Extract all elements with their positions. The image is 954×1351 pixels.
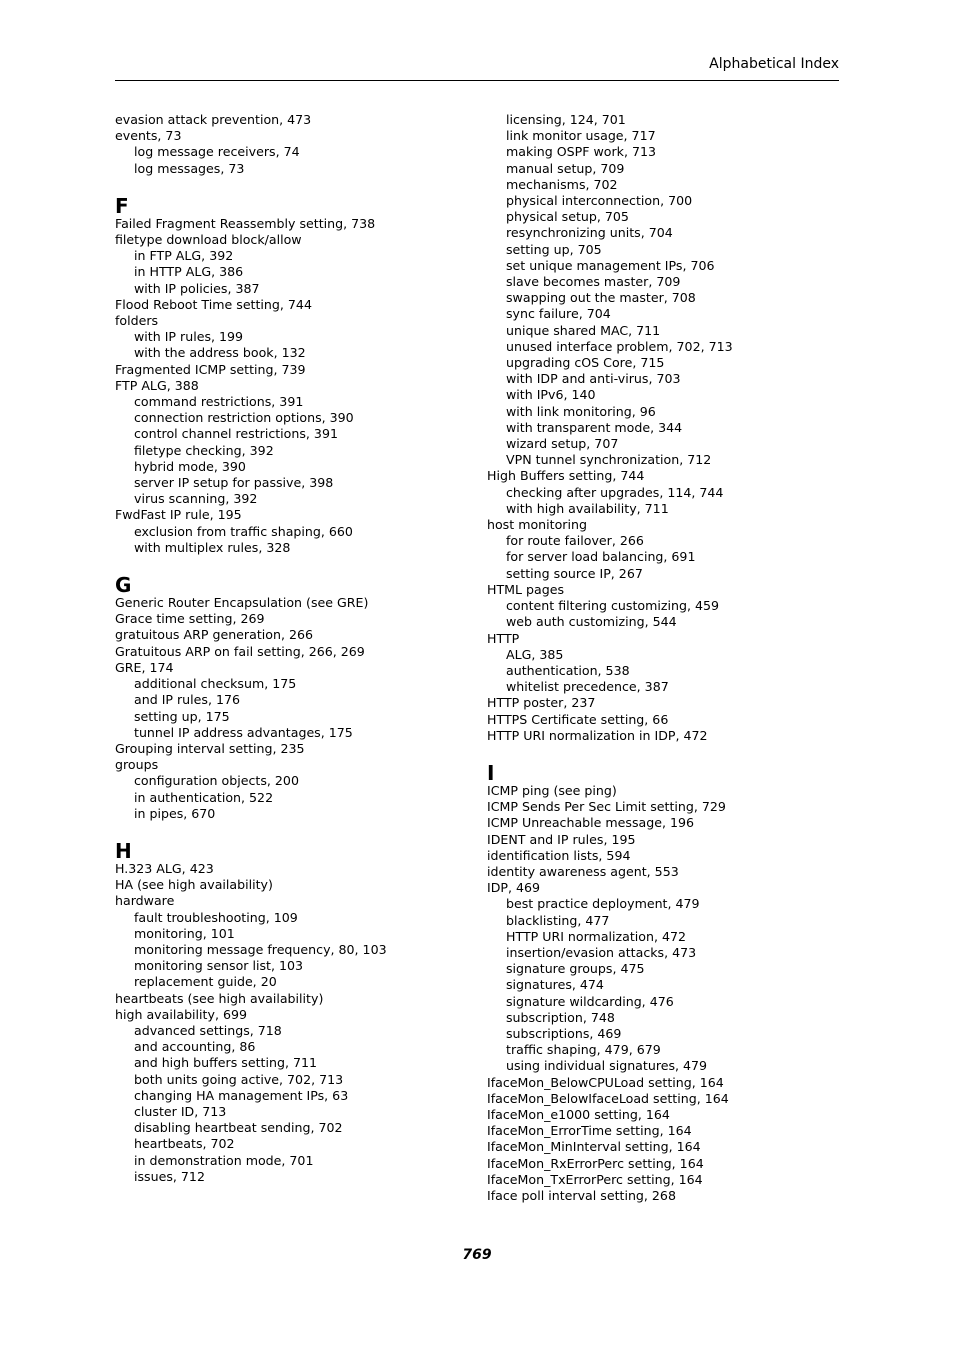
index-entry: ICMP Unreachable message, 196	[487, 815, 695, 831]
index-subentry: advanced settings, 718	[134, 1022, 282, 1038]
index-subentry: licensing, 124, 701	[506, 112, 626, 127]
index-subentry: virus scanning, 392	[134, 491, 258, 507]
index-subentry: sync failure, 704	[506, 306, 611, 322]
index-entry: gratuitous ARP generation, 266	[115, 627, 313, 643]
index-subentry: additional checksum, 175	[134, 676, 297, 692]
index-subentry: log messages, 73	[134, 160, 245, 176]
index-subentry: making OSPF work, 713	[506, 144, 657, 160]
index-subentry: with link monitoring, 96	[506, 403, 656, 419]
index-entry: evasion attack prevention, 473	[115, 112, 312, 127]
index-subentry: with high availability, 711	[506, 500, 669, 516]
index-subentry: command restrictions, 391	[134, 394, 304, 410]
index-subentry: for route failover, 266	[506, 533, 644, 549]
index-subentry: traffic shaping, 479, 679	[506, 1042, 661, 1058]
index-subentry: exclusion from traffic shaping, 660	[134, 523, 353, 539]
index-entry: folders	[115, 313, 159, 329]
index-section	[115, 194, 475, 556]
index-subentry: unused interface problem, 702, 713	[506, 338, 733, 354]
index-subentry: and IP rules, 176	[134, 692, 241, 708]
index-subentry: unique shared MAC, 711	[506, 322, 661, 338]
index-subentry: upgrading cOS Core, 715	[506, 355, 665, 371]
index-subentry: with IP policies, 387	[134, 280, 260, 296]
index-entry: IDP, 469	[487, 880, 541, 896]
index-subentry: filetype checking, 392	[134, 442, 274, 458]
index-entry: IDENT and IP rules, 195	[487, 831, 636, 847]
index-subentry: set unique management IPs, 706	[506, 257, 715, 273]
index-column-right	[487, 112, 839, 1204]
index-subentry: authentication, 538	[506, 662, 630, 678]
index-subentry: in FTP ALG, 392	[134, 248, 234, 264]
index-subentry: configuration objects, 200	[134, 773, 299, 789]
index-entry: IfaceMon_BelowIfaceLoad setting, 164	[487, 1090, 729, 1106]
index-subentry: cluster ID, 713	[134, 1103, 227, 1119]
index-subentry: ALG, 385	[506, 646, 564, 662]
index-entry: Grouping interval setting, 235	[115, 740, 305, 756]
index-entry: IfaceMon_e1000 setting, 164	[487, 1106, 670, 1122]
page-number: 769	[462, 1247, 492, 1263]
index-subentry: VPN tunnel synchronization, 712	[506, 452, 712, 468]
index-section	[115, 573, 475, 822]
index-subentry: best practice deployment, 479	[506, 896, 700, 912]
index-subentry: whitelist precedence, 387	[506, 679, 669, 695]
index-subentry: web auth customizing, 544	[506, 614, 677, 630]
header-title: Alphabetical Index	[709, 56, 839, 72]
index-section	[115, 112, 475, 177]
index-subentry: physical setup, 705	[506, 209, 629, 225]
index-entry: Grace time setting, 269	[115, 611, 265, 627]
index-subentry: heartbeats, 702	[134, 1136, 235, 1152]
index-subentry: manual setup, 709	[506, 160, 625, 176]
index-subentry: server IP setup for passive, 398	[134, 475, 334, 491]
index-subentry: insertion/evasion attacks, 473	[506, 944, 697, 960]
index-subentry: subscription, 748	[506, 1009, 615, 1025]
index-entry: H.323 ALG, 423	[115, 860, 214, 876]
index-subentry: checking after upgrades, 114, 744	[506, 484, 724, 500]
index-entry: HA (see high availability)	[115, 877, 273, 893]
index-entry: HTTP	[487, 630, 520, 646]
index-entry: Fragmented ICMP setting, 739	[115, 361, 306, 377]
index-entry: events, 73	[115, 128, 182, 144]
index-entry: ICMP ping (see ping)	[487, 782, 617, 798]
index-subentry: control channel restrictions, 391	[134, 426, 338, 442]
index-entry: host monitoring	[487, 517, 587, 533]
index-subentry: with the address book, 132	[134, 345, 306, 361]
index-entry: IfaceMon_BelowCPULoad setting, 164	[487, 1074, 724, 1090]
index-entry: HTTPS Certificate setting, 66	[487, 711, 669, 727]
index-entry: IfaceMon_MinInterval setting, 164	[487, 1139, 701, 1155]
index-subentry: with IDP and anti-virus, 703	[506, 371, 681, 387]
index-subentry: connection restriction options, 390	[134, 410, 354, 426]
index-subentry: monitoring sensor list, 103	[134, 958, 304, 974]
index-subentry: using individual signatures, 479	[506, 1058, 708, 1074]
index-entry: Generic Router Encapsulation (see GRE)	[115, 595, 369, 611]
index-subentry: setting up, 175	[134, 708, 230, 724]
section-letter-heading: I	[487, 760, 495, 785]
index-subentry: signature groups, 475	[506, 961, 645, 977]
index-entry: hardware	[115, 893, 175, 909]
section-letter-heading: G	[115, 573, 132, 598]
index-entry: HTTP URI normalization in IDP, 472	[487, 727, 708, 743]
index-subentry: in pipes, 670	[134, 805, 216, 821]
index-entry: heartbeats (see high availability)	[115, 990, 324, 1006]
index-subentry: subscriptions, 469	[506, 1025, 622, 1041]
index-subentry: monitoring message frequency, 80, 103	[134, 941, 387, 957]
index-subentry: fault troubleshooting, 109	[134, 909, 298, 925]
index-section	[115, 839, 475, 1185]
index-subentry: swapping out the master, 708	[506, 290, 696, 306]
index-subentry: physical interconnection, 700	[506, 193, 693, 209]
index-subentry: replacement guide, 20	[134, 974, 277, 990]
index-entry: HTTP poster, 237	[487, 695, 596, 711]
index-subentry: with transparent mode, 344	[506, 419, 683, 435]
index-entry: High Buffers setting, 744	[487, 468, 645, 484]
index-subentry: in HTTP ALG, 386	[134, 264, 244, 280]
index-entry: filetype download block/allow	[115, 232, 302, 248]
index-entry: HTML pages	[487, 581, 565, 597]
index-subentry: both units going active, 702, 713	[134, 1071, 344, 1087]
index-entry: groups	[115, 757, 159, 773]
header-rule	[115, 80, 839, 81]
index-section	[487, 112, 839, 744]
index-subentry: setting up, 705	[506, 241, 602, 257]
index-column-left	[115, 112, 475, 1185]
index-subentry: wizard setup, 707	[506, 436, 619, 452]
index-subentry: in demonstration mode, 701	[134, 1152, 314, 1168]
index-subentry: tunnel IP address advantages, 175	[134, 724, 353, 740]
index-subentry: resynchronizing units, 704	[506, 225, 673, 241]
index-subentry: with IP rules, 199	[134, 329, 244, 345]
index-subentry: hybrid mode, 390	[134, 458, 246, 474]
index-entry: IfaceMon_ErrorTime setting, 164	[487, 1123, 692, 1139]
index-subentry: content filtering customizing, 459	[506, 598, 719, 614]
index-subentry: monitoring, 101	[134, 925, 235, 941]
index-subentry: for server load balancing, 691	[506, 549, 696, 565]
index-subentry: signatures, 474	[506, 977, 604, 993]
index-entry: ICMP Sends Per Sec Limit setting, 729	[487, 799, 726, 815]
index-section	[487, 761, 839, 1204]
index-subentry: blacklisting, 477	[506, 912, 610, 928]
index-subentry: log message receivers, 74	[134, 144, 300, 160]
index-subentry: setting source IP, 267	[506, 565, 643, 581]
index-entry: GRE, 174	[115, 659, 174, 675]
index-subentry: in authentication, 522	[134, 789, 274, 805]
index-entry: identification lists, 594	[487, 847, 631, 863]
section-letter-heading: F	[115, 193, 129, 218]
index-subentry: link monitor usage, 717	[506, 128, 656, 144]
index-entry: FTP ALG, 388	[115, 377, 199, 393]
section-letter-heading: H	[115, 838, 132, 863]
index-subentry: HTTP URI normalization, 472	[506, 928, 687, 944]
index-subentry: disabling heartbeat sending, 702	[134, 1120, 343, 1136]
index-entry: high availability, 699	[115, 1006, 247, 1022]
index-entry: Iface poll interval setting, 268	[487, 1188, 676, 1203]
index-entry: Flood Reboot Time setting, 744	[115, 296, 312, 312]
index-subentry: with IPv6, 140	[506, 387, 596, 403]
index-entry: Gratuitous ARP on fail setting, 266, 269	[115, 643, 365, 659]
index-subentry: mechanisms, 702	[506, 176, 618, 192]
index-entry: identity awareness agent, 553	[487, 863, 679, 879]
index-subentry: changing HA management IPs, 63	[134, 1087, 349, 1103]
index-subentry: slave becomes master, 709	[506, 274, 681, 290]
index-entry: IfaceMon_RxErrorPerc setting, 164	[487, 1155, 704, 1171]
index-subentry: issues, 712	[134, 1168, 205, 1184]
index-subentry: and high buffers setting, 711	[134, 1055, 318, 1071]
index-subentry: signature wildcarding, 476	[506, 993, 674, 1009]
index-entry: Failed Fragment Reassembly setting, 738	[115, 215, 376, 231]
index-entry: IfaceMon_TxErrorPerc setting, 164	[487, 1171, 703, 1187]
index-subentry: and accounting, 86	[134, 1039, 256, 1055]
index-subentry: with multiplex rules, 328	[134, 539, 291, 555]
index-entry: FwdFast IP rule, 195	[115, 507, 242, 523]
